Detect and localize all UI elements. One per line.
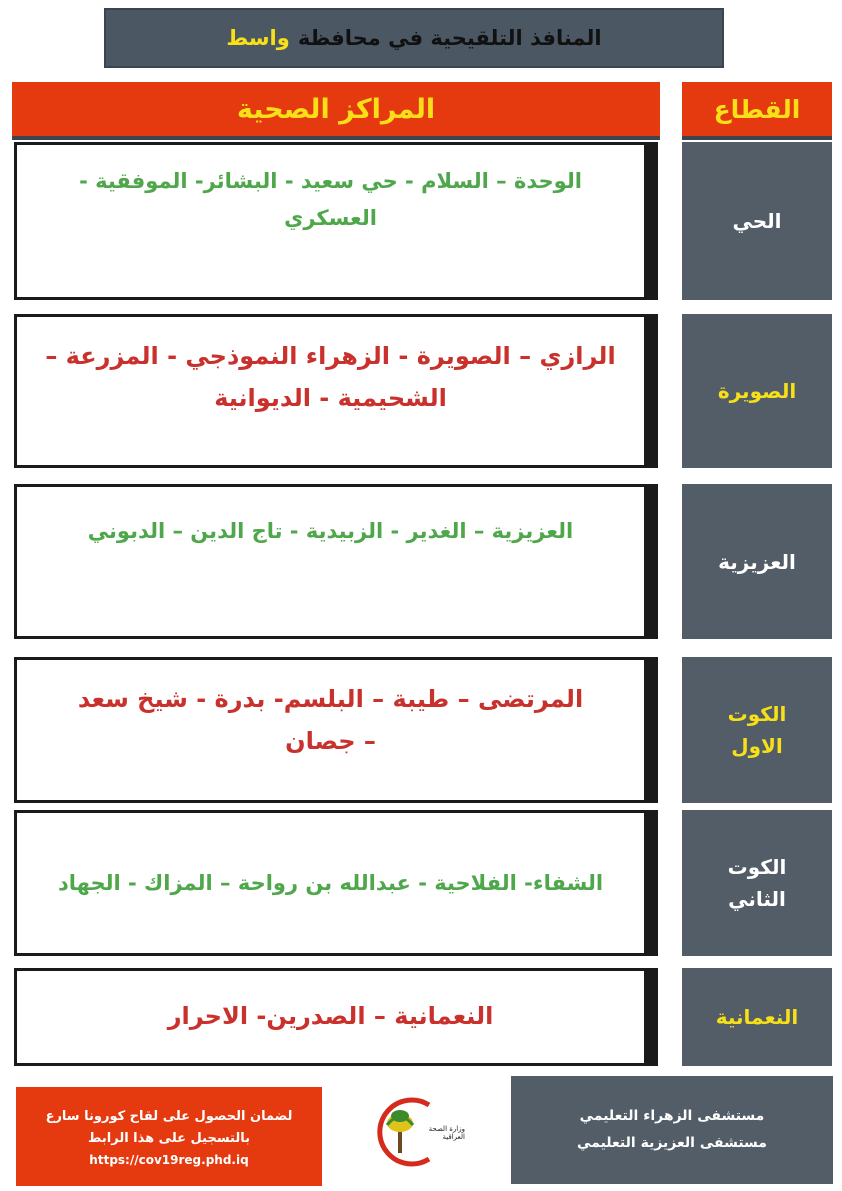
registration-link[interactable]: https://cov19reg.phd.iq <box>89 1153 249 1168</box>
sector-cell-suwaira: الصويرة <box>682 314 832 468</box>
centers-cell-kut-first: المرتضى – طيبة – البلسم- بدرة - شيخ سعد – جصان <box>14 657 658 803</box>
page-title <box>104 8 724 68</box>
header-health-centers: المراكز الصحية <box>12 82 660 140</box>
ministry-of-health-logo <box>365 1087 465 1177</box>
hospital-zahraa: مستشفى الزهراء التعليمي <box>579 1108 765 1125</box>
registration-banner <box>16 1087 322 1186</box>
registration-line-1: لضمان الحصول على لقاح كورونا سارع <box>45 1109 293 1125</box>
centers-cell-alhay: الوحدة – السلام - حي سعيد - البشائر- الموفقية - العسكري <box>14 142 658 300</box>
title-main: المنافذ التلقيحية في محافظة <box>297 26 602 50</box>
centers-cell-numaniya: النعمانية – الصدرين- الاحرار <box>14 968 658 1066</box>
hospital-aziziya: مستشفى العزيزية التعليمي <box>577 1135 767 1151</box>
registration-line-2: بالتسجيل على هذا الرابط <box>87 1131 251 1147</box>
header-sector: القطاع <box>682 82 832 140</box>
logo-caption: وزارة الصحة العراقية <box>428 1125 465 1142</box>
sector-cell-aziziya: العزيزية <box>682 484 832 639</box>
sector-cell-kut-second: الكوت الثاني <box>682 810 832 956</box>
centers-cell-kut-second: الشفاء- الفلاحية - عبدالله بن رواحة – المزاك - الجهاد <box>14 810 658 956</box>
sector-cell-numaniya: النعمانية <box>682 968 832 1066</box>
title-province: واسط <box>226 26 290 50</box>
hospitals-panel <box>511 1076 833 1184</box>
centers-cell-suwaira: الرازي – الصويرة - الزهراء النموذجي - المزرعة – الشحيمية - الديوانية <box>14 314 658 468</box>
centers-cell-aziziya: العزيزية – الغدير - الزبيدية - تاج الدين – الدبوني <box>14 484 658 639</box>
sector-cell-kut-first: الكوت الاول <box>682 657 832 803</box>
sector-cell-alhay: الحي <box>682 142 832 300</box>
